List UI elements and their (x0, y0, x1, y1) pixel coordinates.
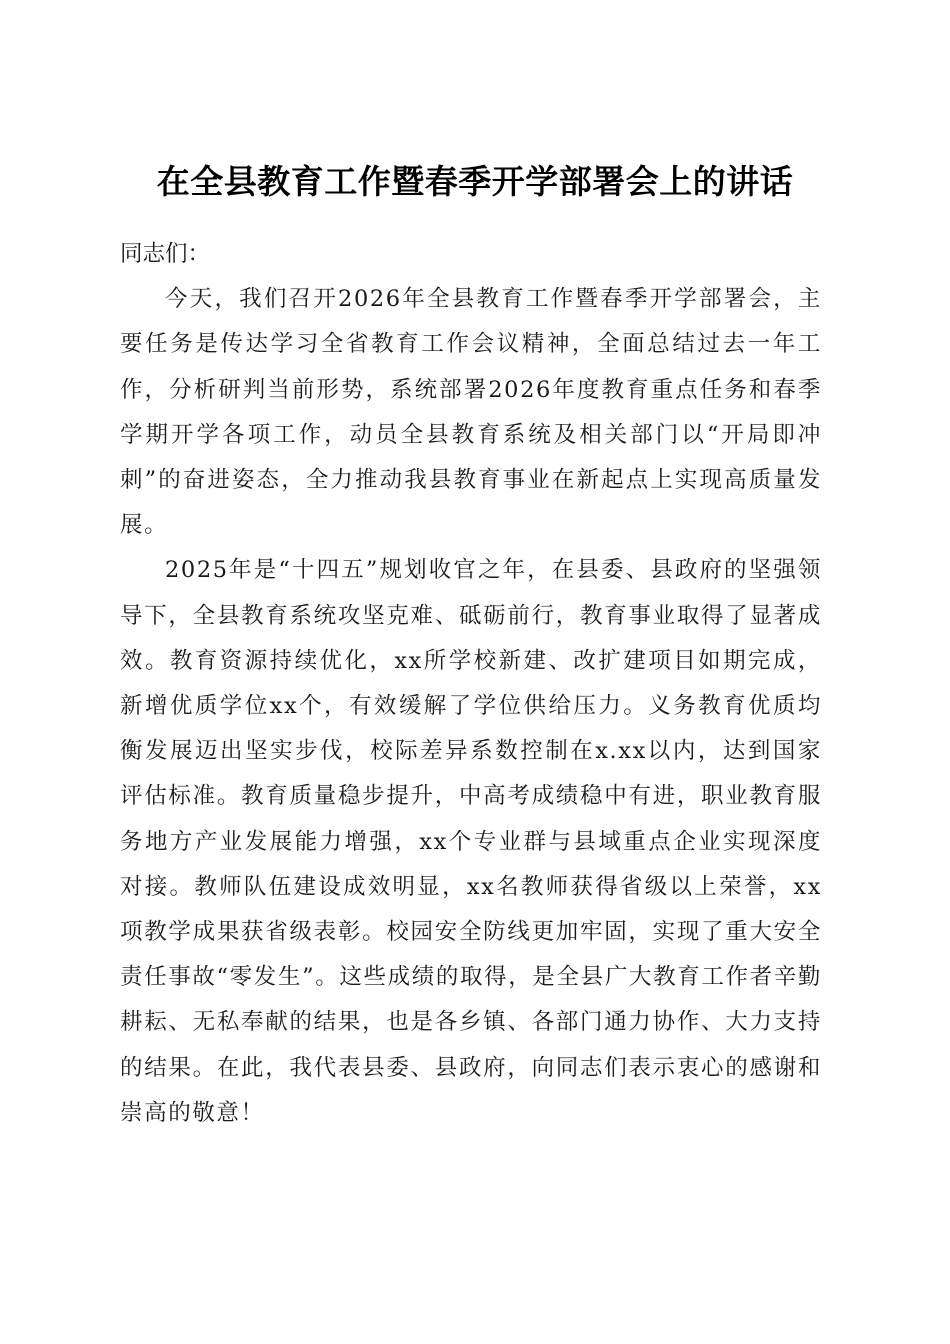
paragraph-achievements: 2025年是“十四五”规划收官之年，在县委、县政府的坚强领导下，全县教育系统攻坚克难、砥砺前行，教育事业取得了显著成效。教育资源持续优化，xx所学校新建、改扩建项目如期完成，新增优质学位xx个，有效缓解了学位供给压力。义务教育优质均衡发展迈出坚实步伐，校际差异系数控制在x.xx以内，达到国家评估标准。教育质量稳步提升，中高考成绩稳中有进，职业教育服务地方产业发展能力增强，xx个专业群与县域重点企业实现深度对接。教师队伍建设成效明显，xx名教师获得省级以上荣誉，xx项教学成果获省级表彰。校园安全防线更加牢固，实现了重大安全责任事故“零发生”。这些成绩的取得，是全县广大教育工作者辛勤耕耘、无私奉献的结果，也是各乡镇、各部门通力协作、大力支持的结果。在此，我代表县委、县政府，向同志们表示衷心的感谢和崇高的敬意！ (120, 557, 822, 1126)
document-title: 在全县教育工作暨春季开学部署会上的讲话 (156, 162, 794, 202)
paragraph-opening: 今天，我们召开2026年全县教育工作暨春季开学部署会，主要任务是传达学习全省教育工作会议精神，全面总结过去一年工作，分析研判当前形势，系统部署2026年度教育重点任务和春季学期开学各项工作，动员全县教育系统及相关部门以“开局即冲刺”的奋进姿态，全力推动我县教育事业在新起点上实现高质量发展。 (120, 286, 822, 539)
salutation: 同志们： (120, 241, 211, 267)
document-body (120, 232, 822, 1136)
